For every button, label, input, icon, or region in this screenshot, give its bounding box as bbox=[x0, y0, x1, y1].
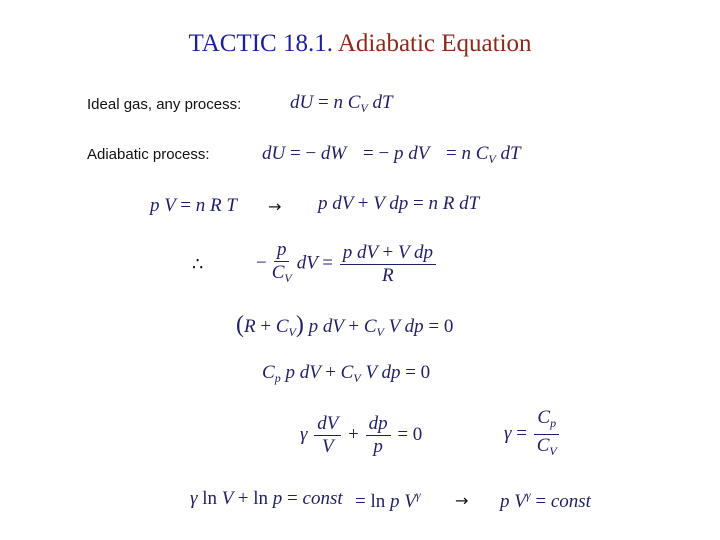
title-prefix: TACTIC 18.1. bbox=[188, 30, 333, 57]
equation-ln-pv-gamma: = ln p $V^\gamma$ bbox=[355, 488, 421, 512]
equation-du-adiabatic: dU = − dW bbox=[262, 143, 347, 164]
right-arrow-icon: → bbox=[268, 197, 282, 216]
equation-fraction-substitution: − $\frac{p}{C_V}$ dV = $\frac{\text{p dV + V dp}}{R}$ bbox=[256, 240, 438, 288]
slide-title bbox=[0, 30, 720, 58]
equation-minus-pdv: = − p dV bbox=[363, 143, 430, 164]
equation-adiabatic-result: p $V^\gamma$ = const bbox=[500, 488, 591, 512]
equation-n-cv-dt: = n $C_V$ dT bbox=[446, 143, 521, 166]
therefore-symbol: ∴ bbox=[192, 254, 204, 275]
equation-cp-form: $C_p$ p dV + $C_V$ V dp = 0 bbox=[262, 362, 431, 385]
equation-gamma-definition: γ = $\frac{C_p}{C_V}$ bbox=[504, 408, 562, 461]
right-arrow-icon: → bbox=[455, 491, 469, 510]
equation-integrated-log: γ ln V + ln p = const bbox=[190, 488, 343, 509]
ideal-gas-label: Ideal gas, any process: bbox=[87, 96, 242, 113]
equation-gamma-differential: γ $\frac{dV}{V}$ + $\frac{dp}{p}$ = 0 bbox=[300, 413, 423, 457]
title-main: Adiabatic Equation bbox=[337, 30, 532, 57]
ideal-gas-law: p V = n R T bbox=[150, 195, 237, 216]
equation-differentiated-ideal-gas: p dV + V dp = n R dT bbox=[318, 193, 480, 214]
equation-combined-terms: $(R + C_V)$ p dV + $C_V$ V dp = 0 bbox=[236, 312, 454, 339]
adiabatic-label: Adiabatic process: bbox=[87, 146, 210, 163]
equation-du-any-process: dU = n $C_V$ dT bbox=[290, 92, 393, 115]
